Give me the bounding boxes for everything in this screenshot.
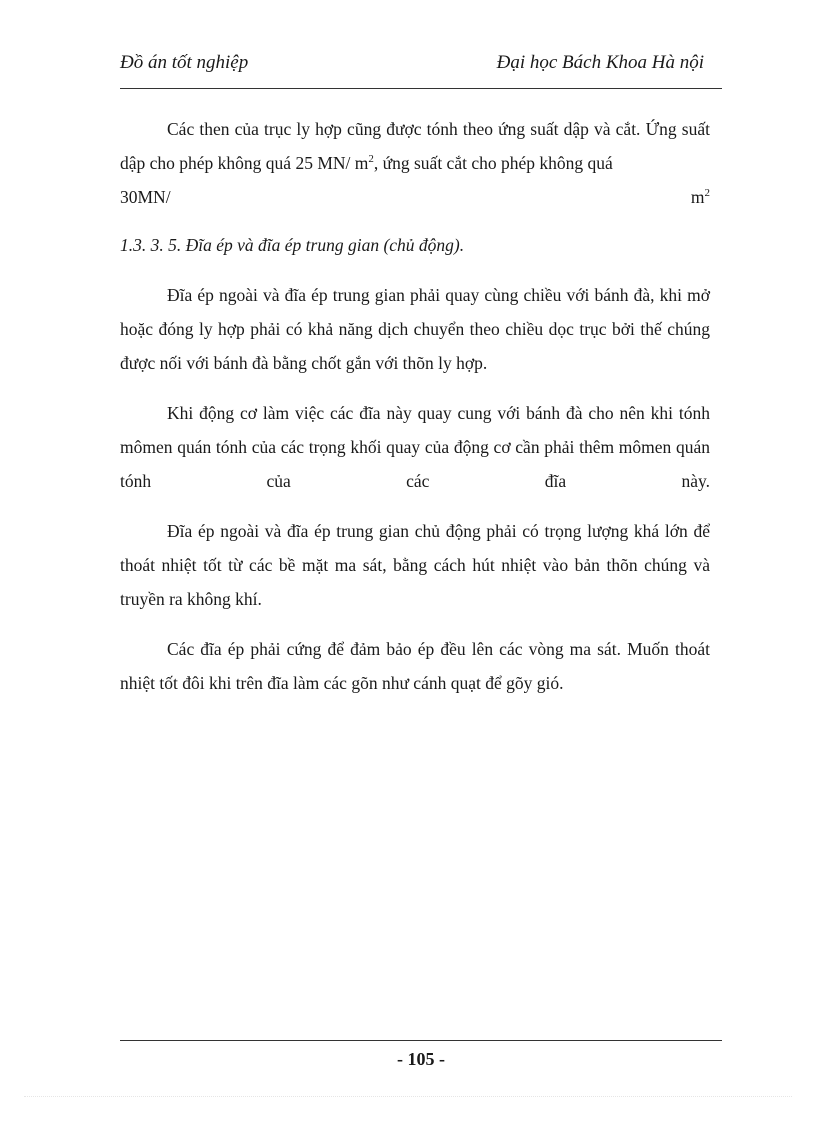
page-footer [120,1040,722,1070]
paragraph-keys-stress-text: Các then của trục ly hợp cũng được tónh theo ứng suất dập và cắt. Ứng suất dập cho phép không quá 25 MN/ m [120,119,710,173]
stress-unit-text: m [690,187,705,207]
paragraph-keys-stress [120,112,710,180]
header-university: Đại học Bách Khoa Hà nội [496,52,704,73]
stress-unit [691,180,710,214]
page-header [120,48,722,89]
stress-value: 30MN/ [120,187,171,207]
paragraph-plate-stiffness: Các đĩa ép phải cứng để đảm bảo ép đều lên các vòng ma sát. Muốn thoát nhiệt tốt đôi khi trên đĩa làm các gõn như cánh quạt để gõy gió. [120,639,710,693]
header-thesis-title: Đồ án tốt nghiệp [120,52,249,73]
page-content [120,112,710,716]
superscript: 2 [368,153,374,166]
page-number: - 105 - [397,1049,445,1069]
paragraph-heat-dissipation: Đĩa ép ngoài và đĩa ép trung gian chủ động phải có trọng lượng khá lớn để thoát nhiệt tốt từ các bề mặt ma sát, bằng cách hút nhiệt vào bản thõn chúng và truyền ra không khí. [120,521,710,609]
section-heading: 1.3. 3. 5. Đĩa ép và đĩa ép trung gian (chủ động). [120,235,465,255]
paragraph-engine-inertia: Khi động cơ làm việc các đĩa này quay cung với bánh đà cho nên khi tónh mômen quán tónh của các trọng khối quay của động cơ cần phải thêm mômen quán tónh của các đĩa này. [120,403,710,491]
bottom-divider [24,1096,792,1097]
superscript: 2 [704,187,710,200]
paragraph-keys-stress-tail: , ứng suất cắt cho phép không quá [373,153,613,173]
paragraph-pressure-plates: Đĩa ép ngoài và đĩa ép trung gian phải quay cùng chiều với bánh đà, khi mở hoặc đóng ly hợp phải có khả năng dịch chuyển theo chiều dọc trục bởi thế chúng được nối với bánh đà bằng chốt gắn với thõn ly hợp. [120,285,710,373]
paragraph-keys-stress-last-line [120,180,710,214]
